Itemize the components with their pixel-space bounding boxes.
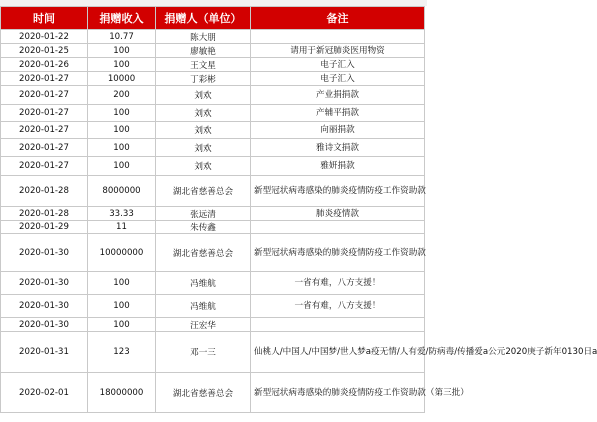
cell-date[interactable]: 2020-01-27 xyxy=(1,122,88,139)
table-row xyxy=(1,44,425,58)
cell-note[interactable] xyxy=(251,30,425,44)
cell-amount[interactable]: 11 xyxy=(88,221,156,234)
cell-date[interactable]: 2020-01-29 xyxy=(1,221,88,234)
cell-donor[interactable]: 王文星 xyxy=(156,58,251,72)
cell-note[interactable]: 新型冠状病毒感染的肺炎疫情防疫工作资助款 xyxy=(251,234,425,272)
cell-donor[interactable]: 陈大朋 xyxy=(156,30,251,44)
cell-date[interactable]: 2020-01-31 xyxy=(1,332,88,373)
cell-amount[interactable]: 10.77 xyxy=(88,30,156,44)
cell-note[interactable]: 肺炎疫情款 xyxy=(251,207,425,221)
cell-amount[interactable]: 100 xyxy=(88,58,156,72)
table-row xyxy=(1,30,425,44)
table-row xyxy=(1,122,425,139)
cell-amount[interactable]: 100 xyxy=(88,105,156,122)
cell-note[interactable]: 向丽捐款 xyxy=(251,122,425,139)
donation-table xyxy=(0,6,597,413)
cell-date[interactable]: 2020-01-27 xyxy=(1,105,88,122)
table-row xyxy=(1,221,425,234)
cell-date[interactable]: 2020-01-27 xyxy=(1,86,88,105)
cell-date[interactable]: 2020-01-28 xyxy=(1,207,88,221)
table-row xyxy=(1,157,425,176)
cell-donor[interactable]: 刘欢 xyxy=(156,86,251,105)
table-row xyxy=(1,58,425,72)
table-row xyxy=(1,105,425,122)
table-header-row xyxy=(1,7,425,30)
cell-date[interactable]: 2020-01-30 xyxy=(1,295,88,318)
cell-date[interactable]: 2020-01-28 xyxy=(1,176,88,207)
cell-amount[interactable]: 33.33 xyxy=(88,207,156,221)
cell-note[interactable] xyxy=(251,318,425,332)
cell-amount[interactable]: 200 xyxy=(88,86,156,105)
cell-note[interactable]: 产业捐捐款 xyxy=(251,86,425,105)
table-row xyxy=(1,86,425,105)
header-donor[interactable]: 捐赠人（单位） xyxy=(156,7,251,30)
table-row xyxy=(1,176,425,207)
cell-date[interactable]: 2020-01-26 xyxy=(1,58,88,72)
table-row xyxy=(1,139,425,157)
cell-note[interactable]: 雅诗文捐款 xyxy=(251,139,425,157)
table-row xyxy=(1,332,425,373)
table-row xyxy=(1,234,425,272)
cell-date[interactable]: 2020-02-01 xyxy=(1,373,88,413)
cell-amount[interactable]: 10000000 xyxy=(88,234,156,272)
cell-note[interactable]: 一省有难，八方支援！ xyxy=(251,272,425,295)
cell-donor[interactable]: 汪宏华 xyxy=(156,318,251,332)
cell-note[interactable]: 电子汇入 xyxy=(251,58,425,72)
table-row xyxy=(1,272,425,295)
cell-amount[interactable]: 18000000 xyxy=(88,373,156,413)
cell-donor[interactable]: 丁彩彬 xyxy=(156,72,251,86)
cell-donor[interactable]: 张远清 xyxy=(156,207,251,221)
cell-amount[interactable]: 100 xyxy=(88,157,156,176)
cell-note[interactable]: 新型冠状病毒感染的肺炎疫情防疫工作资助款（第三批） xyxy=(251,373,425,413)
table-row xyxy=(1,295,425,318)
cell-donor[interactable]: 朱传鑫 xyxy=(156,221,251,234)
cell-note[interactable]: 仙桃人/中国人/中国梦/世人梦a疫无情/人有爱/防病毒/传播爱a公元2020庚子新年0130日a xyxy=(251,332,425,373)
cell-amount[interactable]: 100 xyxy=(88,272,156,295)
cell-donor[interactable]: 湖北省慈善总会 xyxy=(156,373,251,413)
cell-note[interactable]: 新型冠状病毒感染的肺炎疫情防疫工作资助款 xyxy=(251,176,425,207)
cell-donor[interactable]: 湖北省慈善总会 xyxy=(156,234,251,272)
cell-amount[interactable]: 10000 xyxy=(88,72,156,86)
table-row xyxy=(1,373,425,413)
cell-date[interactable]: 2020-01-30 xyxy=(1,234,88,272)
cell-amount[interactable]: 100 xyxy=(88,44,156,58)
table-row xyxy=(1,207,425,221)
cell-note[interactable]: 电子汇入 xyxy=(251,72,425,86)
cell-amount[interactable]: 123 xyxy=(88,332,156,373)
cell-date[interactable]: 2020-01-27 xyxy=(1,139,88,157)
cell-donor[interactable]: 冯维航 xyxy=(156,295,251,318)
cell-note[interactable] xyxy=(251,221,425,234)
header-date[interactable]: 时间 xyxy=(1,7,88,30)
cell-date[interactable]: 2020-01-25 xyxy=(1,44,88,58)
cell-amount[interactable]: 100 xyxy=(88,318,156,332)
cell-amount[interactable]: 100 xyxy=(88,295,156,318)
cell-donor[interactable]: 邓一三 xyxy=(156,332,251,373)
header-note[interactable]: 备注 xyxy=(251,7,425,30)
table-row xyxy=(1,318,425,332)
cell-date[interactable]: 2020-01-27 xyxy=(1,72,88,86)
cell-note[interactable]: 产辅平捐款 xyxy=(251,105,425,122)
cell-amount[interactable]: 100 xyxy=(88,139,156,157)
cell-donor[interactable]: 廖敏艳 xyxy=(156,44,251,58)
cell-note[interactable]: 请用于新冠肺炎医用物资 xyxy=(251,44,425,58)
cell-donor[interactable]: 冯维航 xyxy=(156,272,251,295)
cell-donor[interactable]: 刘欢 xyxy=(156,105,251,122)
cell-donor[interactable]: 刘欢 xyxy=(156,122,251,139)
cell-donor[interactable]: 湖北省慈善总会 xyxy=(156,176,251,207)
cell-donor[interactable]: 刘欢 xyxy=(156,139,251,157)
cell-donor[interactable]: 刘欢 xyxy=(156,157,251,176)
cell-note[interactable]: 雅妍捐款 xyxy=(251,157,425,176)
cell-date[interactable]: 2020-01-30 xyxy=(1,318,88,332)
table-row xyxy=(1,72,425,86)
cell-note[interactable]: 一省有难，八方支援！ xyxy=(251,295,425,318)
cell-amount[interactable]: 8000000 xyxy=(88,176,156,207)
cell-amount[interactable]: 100 xyxy=(88,122,156,139)
cell-date[interactable]: 2020-01-27 xyxy=(1,157,88,176)
cell-date[interactable]: 2020-01-30 xyxy=(1,272,88,295)
header-amount[interactable]: 捐赠收入 xyxy=(88,7,156,30)
cell-date[interactable]: 2020-01-22 xyxy=(1,30,88,44)
